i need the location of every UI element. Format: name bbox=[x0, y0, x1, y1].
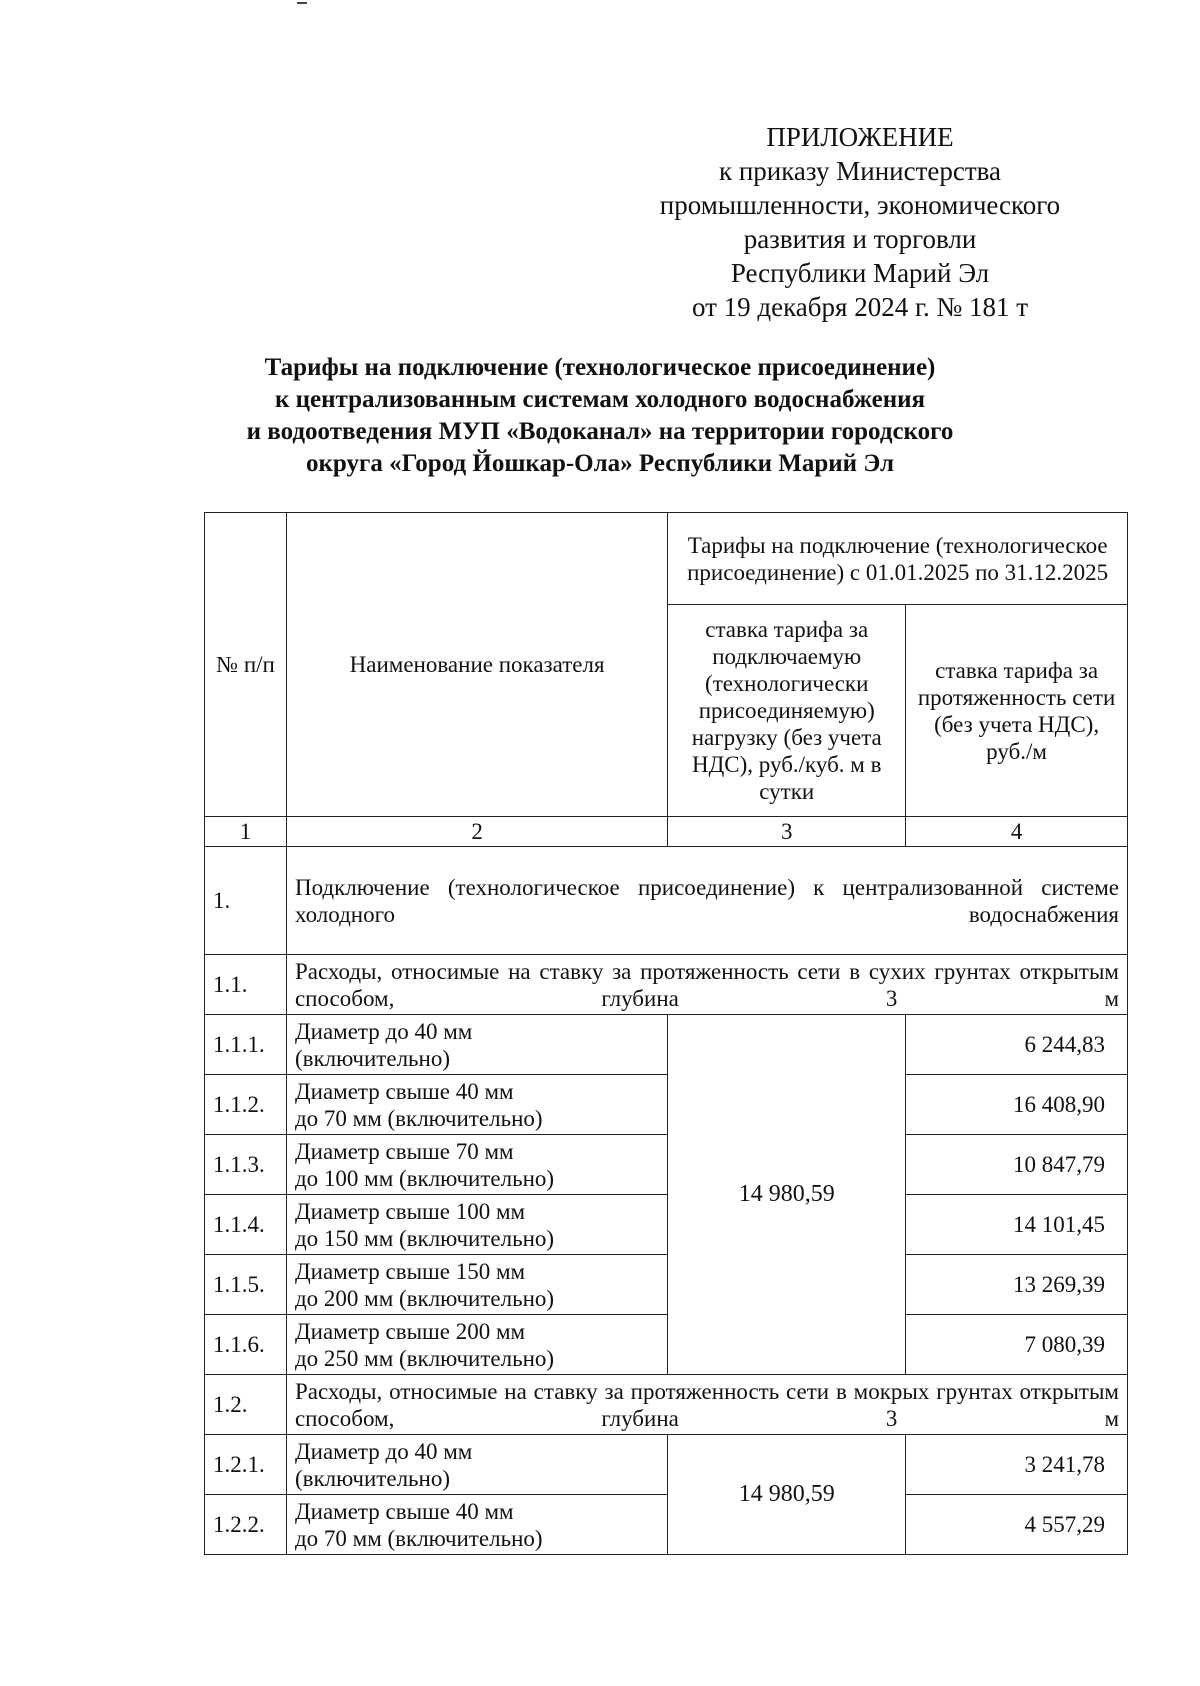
row-number: 1.2.2. bbox=[205, 1495, 287, 1555]
row-number: 1.1.5. bbox=[205, 1255, 287, 1315]
row-name-line: Диаметр свыше 200 мм bbox=[294, 1318, 526, 1344]
group-text: Расходы, относимые на ставку за протяженность сети в мокрых грунтах открытым способом, глубина 3 м bbox=[286, 1375, 1127, 1435]
row-name bbox=[286, 1015, 667, 1075]
row-name-line: до 100 мм (включительно) bbox=[294, 1165, 555, 1191]
row-name bbox=[286, 1435, 667, 1495]
row-number: 1.1.6. bbox=[205, 1315, 287, 1375]
document-title bbox=[180, 352, 1020, 480]
column-number: 2 bbox=[286, 817, 667, 847]
header-rate-length: ставка тарифа за протяженность сети (без учета НДС), руб./м bbox=[906, 605, 1128, 817]
header-row bbox=[205, 513, 1128, 605]
length-rate-value: 13 269,39 bbox=[906, 1255, 1128, 1315]
row-number: 1.1.3. bbox=[205, 1135, 287, 1195]
appendix-line: от 19 декабря 2024 г. № 181 т bbox=[691, 292, 1029, 322]
column-number: 3 bbox=[668, 817, 906, 847]
title-line: и водоотведения МУП «Водоканал» на территории городского bbox=[246, 418, 954, 445]
appendix-line: к приказу Министерства bbox=[718, 156, 1002, 186]
length-rate-value: 3 241,78 bbox=[906, 1435, 1128, 1495]
row-name-line: Диаметр свыше 150 мм bbox=[294, 1258, 526, 1284]
row-name-line: Диаметр свыше 100 мм bbox=[294, 1198, 526, 1224]
title-line: Тарифы на подключение (технологическое присоединение) bbox=[264, 354, 936, 381]
group-row bbox=[205, 955, 1128, 1015]
header-name: Наименование показателя bbox=[286, 513, 667, 817]
title-line: округа «Город Йошкар-Ола» Республики Марий Эл bbox=[306, 450, 894, 477]
length-rate-value: 6 244,83 bbox=[906, 1015, 1128, 1075]
row-name-line: до 250 мм (включительно) bbox=[294, 1345, 555, 1371]
table-row bbox=[205, 1195, 1128, 1255]
row-name-line: (включительно) bbox=[294, 1465, 451, 1491]
group-text: Расходы, относимые на ставку за протяженность сети в сухих грунтах открытым способом, глубина 3 м bbox=[286, 955, 1127, 1015]
scan-mark bbox=[297, 2, 307, 4]
table-row bbox=[205, 1075, 1128, 1135]
length-rate-value: 16 408,90 bbox=[906, 1075, 1128, 1135]
table-row bbox=[205, 1015, 1128, 1075]
row-name bbox=[286, 1495, 667, 1555]
column-number: 1 bbox=[205, 817, 287, 847]
column-number: 4 bbox=[906, 817, 1128, 847]
row-name-line: до 200 мм (включительно) bbox=[294, 1285, 555, 1311]
length-rate-value: 10 847,79 bbox=[906, 1135, 1128, 1195]
row-number: 1.1.1. bbox=[205, 1015, 287, 1075]
row-name bbox=[286, 1255, 667, 1315]
table-row bbox=[205, 1255, 1128, 1315]
section-row bbox=[205, 847, 1128, 955]
row-number: 1.1. bbox=[205, 955, 287, 1015]
row-name-line: до 70 мм (включительно) bbox=[294, 1105, 543, 1131]
table-row bbox=[205, 1495, 1128, 1555]
header-no: № п/п bbox=[205, 513, 287, 817]
column-number-row bbox=[205, 817, 1128, 847]
length-rate-value: 4 557,29 bbox=[906, 1495, 1128, 1555]
row-name-line: Диаметр до 40 мм bbox=[294, 1438, 473, 1464]
row-name-line: Диаметр свыше 40 мм bbox=[294, 1498, 514, 1524]
row-name-line: (включительно) bbox=[294, 1045, 451, 1071]
row-name-line: Диаметр до 40 мм bbox=[294, 1018, 473, 1044]
section-text: Подключение (технологическое присоединение) к централизованной системе холодного водоснабжения bbox=[286, 847, 1127, 955]
table-row bbox=[205, 1135, 1128, 1195]
appendix-line: развития и торговли bbox=[743, 224, 977, 254]
tariff-table bbox=[204, 512, 1128, 1555]
row-name-line: до 150 мм (включительно) bbox=[294, 1225, 555, 1251]
row-name bbox=[286, 1135, 667, 1195]
table-row bbox=[205, 1435, 1128, 1495]
row-name bbox=[286, 1315, 667, 1375]
row-name bbox=[286, 1075, 667, 1135]
header-rate-load: ставка тарифа за подключаемую (технологически присоединяемую) нагрузку (без учета НДС), руб./куб. м в сутки bbox=[668, 605, 906, 817]
length-rate-value: 14 101,45 bbox=[906, 1195, 1128, 1255]
row-number: 1. bbox=[205, 847, 287, 955]
appendix-block bbox=[600, 120, 1120, 324]
row-number: 1.2.1. bbox=[205, 1435, 287, 1495]
row-name-line: Диаметр свыше 40 мм bbox=[294, 1078, 514, 1104]
group-row bbox=[205, 1375, 1128, 1435]
row-number: 1.1.2. bbox=[205, 1075, 287, 1135]
appendix-heading: ПРИЛОЖЕНИЕ bbox=[766, 122, 954, 152]
row-name bbox=[286, 1195, 667, 1255]
appendix-line: промышленности, экономического bbox=[659, 190, 1061, 220]
header-group: Тарифы на подключение (технологическое присоединение) с 01.01.2025 по 31.12.2025 bbox=[668, 513, 1128, 605]
appendix-line: Республики Марий Эл bbox=[730, 258, 990, 288]
load-rate-value: 14 980,59 bbox=[668, 1015, 906, 1375]
row-name-line: до 70 мм (включительно) bbox=[294, 1525, 543, 1551]
table-row bbox=[205, 1315, 1128, 1375]
row-name-line: Диаметр свыше 70 мм bbox=[294, 1138, 514, 1164]
row-number: 1.2. bbox=[205, 1375, 287, 1435]
title-line: к централизованным системам холодного водоснабжения bbox=[274, 386, 926, 413]
load-rate-value: 14 980,59 bbox=[668, 1435, 906, 1555]
length-rate-value: 7 080,39 bbox=[906, 1315, 1128, 1375]
row-number: 1.1.4. bbox=[205, 1195, 287, 1255]
